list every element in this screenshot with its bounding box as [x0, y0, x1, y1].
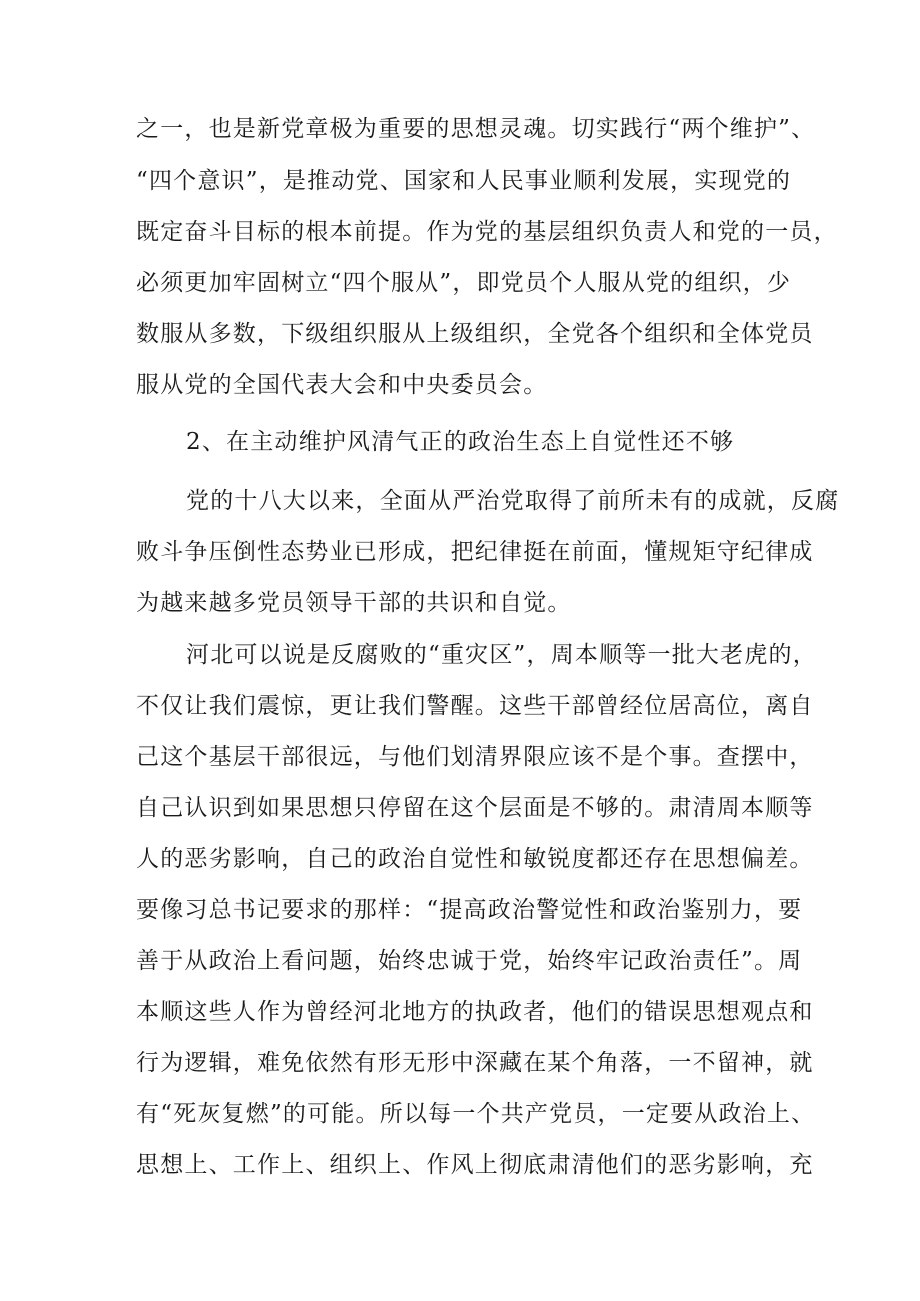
para3-line-6: 要像习总书记要求的那样：“提高政治警觉性和政治鉴别力，要	[136, 897, 803, 923]
para1-line-2: “四个意识”，是推动党、国家和人民事业顺利发展，实现党的	[136, 168, 792, 194]
para3-line-1: 河北可以说是反腐败的“重灾区”，周本顺等一批大老虎的，	[186, 642, 817, 668]
para1-line-1: 之一，也是新党章极为重要的思想灵魂。切实践行“两个维护”、	[136, 116, 816, 142]
para3-line-3: 己这个基层干部很远，与他们划清界限应该不是个事。查摆中，	[136, 744, 814, 770]
para3-line-10: 有“死灰复燃”的可能。所以每一个共产党员，一定要从政治上、	[136, 1101, 816, 1127]
para3-line-2: 不仅让我们震惊，更让我们警醒。这些干部曾经位居高位，离自	[136, 693, 814, 719]
para3-line-7: 善于从政治上看问题，始终忠诚于党，始终牢记政治责任”。周	[136, 948, 803, 974]
section-heading-2: 2、在主动维护风清气正的政治生态上自觉性还不够	[186, 429, 735, 455]
para1-line-4: 必须更加牢固树立“四个服从”，即党员个人服从党的组织，少	[136, 270, 792, 296]
para2-line-1: 党的十八大以来，全面从严治党取得了前所未有的成就，反腐	[186, 488, 840, 514]
para2-line-3: 为越来越多党员领导干部的共识和自觉。	[136, 590, 572, 616]
para3-line-4: 自己认识到如果思想只停留在这个层面是不够的。肃清周本顺等	[136, 795, 814, 821]
para3-line-9: 行为逻辑，难免依然有形无形中深藏在某个角落，一不留神，就	[136, 1050, 814, 1076]
para3-line-5: 人的恶劣影响，自己的政治自觉性和敏锐度都还存在思想偏差。	[136, 846, 814, 872]
para3-line-8: 本顺这些人作为曾经河北地方的执政者，他们的错误思想观点和	[136, 999, 814, 1025]
para1-line-3: 既定奋斗目标的根本前提。作为党的基层组织负责人和党的一员，	[136, 219, 838, 245]
para1-line-5: 数服从多数，下级组织服从上级组织，全党各个组织和全体党员	[136, 321, 814, 347]
para3-line-11: 思想上、工作上、组织上、作风上彻底肃清他们的恶劣影响，充	[136, 1152, 814, 1178]
para1-line-6: 服从党的全国代表大会和中央委员会。	[136, 372, 548, 398]
para2-line-2: 败斗争压倒性态势业已形成，把纪律挺在前面，懂规矩守纪律成	[136, 539, 814, 565]
